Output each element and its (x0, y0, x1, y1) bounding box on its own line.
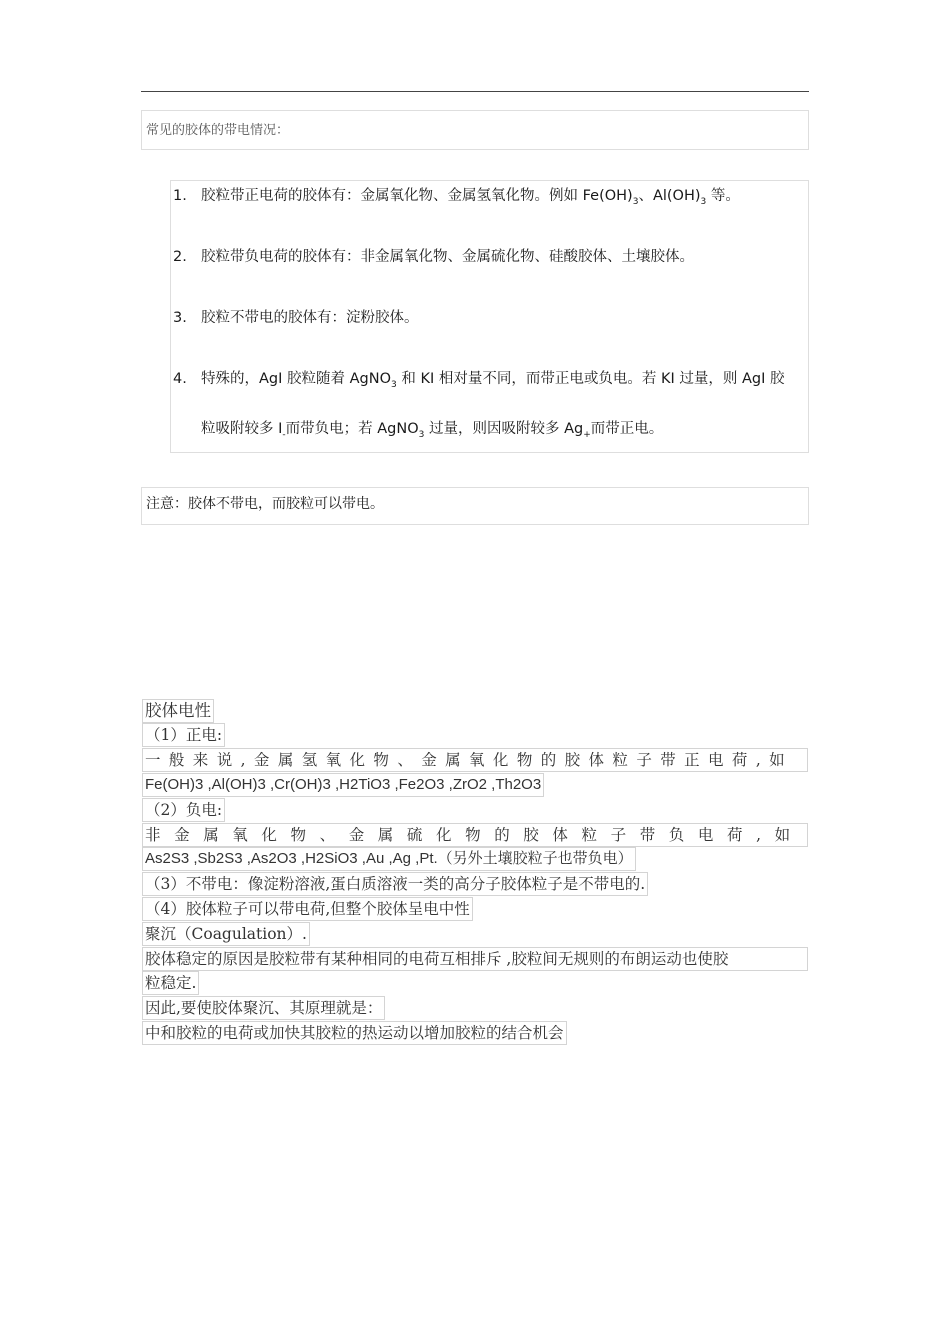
coagulation-text-line2: 粒稳定. (142, 971, 199, 995)
coagulation-method: 中和胶粒的电荷或加快其胶粒的热运动以增加胶粒的结合机会 (142, 1021, 567, 1045)
section-title: 胶体电性 (142, 699, 214, 723)
item-number: 3. (173, 310, 187, 326)
negative-label: （2）负电: (142, 798, 225, 822)
neutral-text: （3）不带电：像淀粉溶液,蛋白质溶液一类的高分子胶体粒子是不带电的. (142, 872, 648, 896)
overall-neutral-text: （4）胶体粒子可以带电荷,但整个胶体呈电中性 (142, 897, 473, 921)
list-item-4-line1: 特殊的，AgI 胶粒随着 AgNO$_3$ 和 KI 相对量不同，而带正电或负电。若 KI 过量，则 AgI 胶 (201, 371, 785, 390)
coagulation-title: 聚沉（Coagulation）. (142, 922, 310, 946)
section-heading: 常见的胶体的带电情况： (146, 123, 290, 138)
list-item-4-line2: 粒吸附较多 $I_-$而带负电；若 AgNO$_3$ 过量，则因吸附较多 $Ag_+$而带正电。 (201, 421, 664, 440)
negative-text-line2: As2S3 ,Sb2S3 ,As2O3 ,H2SiO3 ,Au ,Ag ,Pt.（另外土壤胶粒子也带负电） (142, 847, 636, 871)
list-item-2: 胶粒带负电荷的胶体有：非金属氧化物、金属硫化物、硅酸胶体、土壤胶体。 (201, 249, 694, 265)
note-text: 注意：胶体不带电，而胶粒可以带电。 (146, 496, 384, 512)
item-number: 1. (173, 188, 187, 204)
negative-text-line1: 非金属氧化物、金属硫化物的胶体粒子带负电荷,如 (142, 823, 808, 847)
item-number: 2. (173, 249, 187, 265)
note-box (141, 487, 809, 525)
coagulation-principle: 因此,要使胶体聚沉、其原理就是： (142, 996, 385, 1020)
top-rule (141, 91, 809, 92)
list-item-3: 胶粒不带电的胶体有：淀粉胶体。 (201, 310, 419, 326)
list-item-1: 胶粒带正电荷的胶体有：金属氧化物、金属氢氧化物。例如 $Fe(OH)_3$、$Al(OH)_3$ 等。 (201, 188, 740, 207)
item-number: 4. (173, 371, 187, 387)
positive-text-line1: 一般来说,金属氢氧化物、金属氧化物的胶体粒子带正电荷,如 (142, 748, 808, 772)
coagulation-text-line1: 胶体稳定的原因是胶粒带有某种相同的电荷互相排斥 ,胶粒间无规则的布朗运动也使胶 (142, 947, 808, 971)
positive-label: （1）正电: (142, 723, 225, 747)
positive-text-line2: Fe(OH)3 ,Al(OH)3 ,Cr(OH)3 ,H2TiO3 ,Fe2O3 ,ZrO2 ,Th2O3 (142, 773, 544, 797)
heading-box (141, 110, 809, 150)
